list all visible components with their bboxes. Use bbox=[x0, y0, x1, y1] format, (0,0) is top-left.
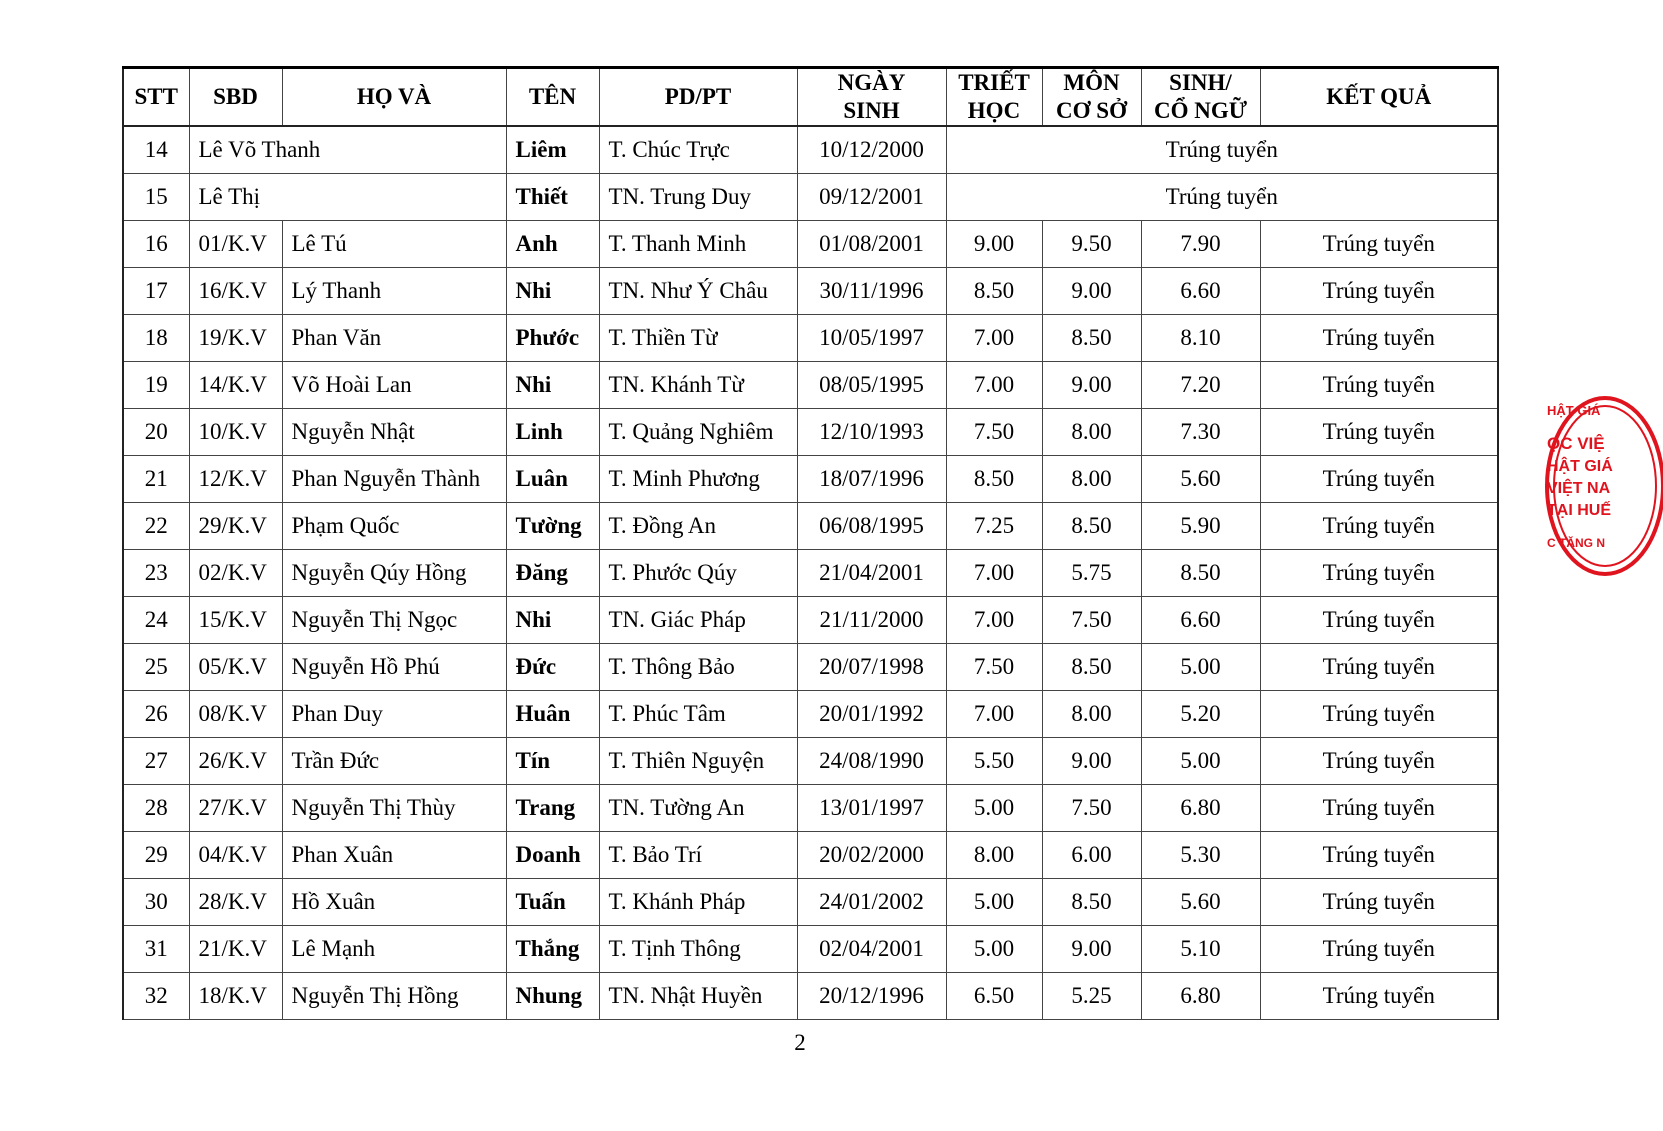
cell-ngay-sinh: 02/04/2001 bbox=[797, 926, 946, 973]
cell-ho: Hồ Xuân bbox=[282, 879, 506, 926]
cell-ngay-sinh: 12/10/1993 bbox=[797, 409, 946, 456]
seal-text-line: HẬT GIÁ bbox=[1547, 458, 1613, 475]
table-row bbox=[123, 785, 1498, 832]
cell-ten: Tuấn bbox=[506, 879, 599, 926]
cell-triet-hoc: 5.00 bbox=[946, 926, 1042, 973]
cell-ten: Phước bbox=[506, 315, 599, 362]
cell-pdpt: T. Quảng Nghiêm bbox=[599, 409, 797, 456]
cell-mon-co-so: 9.00 bbox=[1042, 738, 1141, 785]
cell-ten: Thắng bbox=[506, 926, 599, 973]
cell-ho: Nguyễn Nhật bbox=[282, 409, 506, 456]
cell-triet-hoc: 7.50 bbox=[946, 409, 1042, 456]
cell-triet-hoc: 6.50 bbox=[946, 973, 1042, 1020]
cell-ngay-sinh: 06/08/1995 bbox=[797, 503, 946, 550]
results-table bbox=[122, 66, 1499, 1020]
table-row bbox=[123, 644, 1498, 691]
cell-mon-co-so: 5.25 bbox=[1042, 973, 1141, 1020]
cell-stt: 29 bbox=[123, 832, 189, 879]
cell-stt: 27 bbox=[123, 738, 189, 785]
cell-ngay-sinh: 21/04/2001 bbox=[797, 550, 946, 597]
cell-ho: Võ Hoài Lan bbox=[282, 362, 506, 409]
cell-ho: Nguyễn Qúy Hồng bbox=[282, 550, 506, 597]
cell-mon-co-so: 9.00 bbox=[1042, 926, 1141, 973]
cell-ket-qua: Trúng tuyển bbox=[1260, 221, 1498, 268]
cell-ho: Nguyễn Thị Thùy bbox=[282, 785, 506, 832]
cell-ngay-sinh: 24/08/1990 bbox=[797, 738, 946, 785]
cell-ho: Lê Mạnh bbox=[282, 926, 506, 973]
cell-pdpt: T. Bảo Trí bbox=[599, 832, 797, 879]
cell-ho: Phan Xuân bbox=[282, 832, 506, 879]
cell-ngay-sinh: 13/01/1997 bbox=[797, 785, 946, 832]
cell-stt: 31 bbox=[123, 926, 189, 973]
table-row bbox=[123, 550, 1498, 597]
cell-sbd: 10/K.V bbox=[189, 409, 282, 456]
table-row bbox=[123, 597, 1498, 644]
cell-ket-qua: Trúng tuyển bbox=[1260, 362, 1498, 409]
cell-mon-co-so: 7.50 bbox=[1042, 785, 1141, 832]
cell-ten: Nhi bbox=[506, 597, 599, 644]
cell-sinh-co-ngu: 5.90 bbox=[1141, 503, 1260, 550]
cell-ket-qua: Trúng tuyển bbox=[1260, 268, 1498, 315]
cell-ngay-sinh: 20/12/1996 bbox=[797, 973, 946, 1020]
seal-text-line: C TĂNG N bbox=[1547, 536, 1605, 550]
cell-ket-qua: Trúng tuyển bbox=[1260, 738, 1498, 785]
header-ket-qua: KẾT QUẢ bbox=[1260, 68, 1498, 127]
cell-mon-co-so: 8.00 bbox=[1042, 456, 1141, 503]
cell-ket-qua: Trúng tuyển bbox=[1260, 409, 1498, 456]
cell-triet-hoc: 7.00 bbox=[946, 315, 1042, 362]
table-row bbox=[123, 503, 1498, 550]
page-number: 2 bbox=[794, 1030, 806, 1055]
cell-stt: 21 bbox=[123, 456, 189, 503]
cell-ten: Tường bbox=[506, 503, 599, 550]
cell-mon-co-so: 9.50 bbox=[1042, 221, 1141, 268]
table-row bbox=[123, 691, 1498, 738]
table-row bbox=[123, 926, 1498, 973]
header-stt: STT bbox=[123, 68, 189, 127]
cell-stt: 20 bbox=[123, 409, 189, 456]
cell-ket-qua: Trúng tuyển bbox=[946, 126, 1498, 174]
cell-sinh-co-ngu: 8.10 bbox=[1141, 315, 1260, 362]
cell-sbd: 16/K.V bbox=[189, 268, 282, 315]
cell-sbd: 04/K.V bbox=[189, 832, 282, 879]
header-ngay-line2: SINH bbox=[843, 98, 900, 123]
cell-sinh-co-ngu: 7.90 bbox=[1141, 221, 1260, 268]
carry-over-rows bbox=[123, 126, 1498, 221]
cell-ho: Phan Văn bbox=[282, 315, 506, 362]
cell-ngay-sinh: 09/12/2001 bbox=[797, 174, 946, 221]
cell-ngay-sinh: 18/07/1996 bbox=[797, 456, 946, 503]
cell-stt: 22 bbox=[123, 503, 189, 550]
table-row bbox=[123, 832, 1498, 879]
header-mon-co-so bbox=[1042, 68, 1141, 127]
cell-stt: 19 bbox=[123, 362, 189, 409]
header-ngay-sinh bbox=[797, 68, 946, 127]
cell-stt: 15 bbox=[123, 174, 189, 221]
cell-ket-qua: Trúng tuyển bbox=[1260, 785, 1498, 832]
cell-sbd: 28/K.V bbox=[189, 879, 282, 926]
cell-ngay-sinh: 24/01/2002 bbox=[797, 879, 946, 926]
cell-sbd: 02/K.V bbox=[189, 550, 282, 597]
cell-mon-co-so: 8.00 bbox=[1042, 691, 1141, 738]
cell-sinh-co-ngu: 8.50 bbox=[1141, 550, 1260, 597]
cell-ket-qua: Trúng tuyển bbox=[1260, 315, 1498, 362]
cell-ket-qua: Trúng tuyển bbox=[1260, 973, 1498, 1020]
cell-triet-hoc: 8.50 bbox=[946, 268, 1042, 315]
cell-mon-co-so: 8.50 bbox=[1042, 315, 1141, 362]
cell-ho: Nguyễn Thị Hồng bbox=[282, 973, 506, 1020]
cell-pdpt: T. Khánh Pháp bbox=[599, 879, 797, 926]
cell-triet-hoc: 8.00 bbox=[946, 832, 1042, 879]
cell-ten: Liêm bbox=[506, 126, 599, 174]
cell-triet-hoc: 8.50 bbox=[946, 456, 1042, 503]
cell-pdpt: TN. Trung Duy bbox=[599, 174, 797, 221]
table-row bbox=[123, 456, 1498, 503]
cell-sbd: 01/K.V bbox=[189, 221, 282, 268]
cell-ngay-sinh: 21/11/2000 bbox=[797, 597, 946, 644]
cell-ten: Tín bbox=[506, 738, 599, 785]
cell-ngay-sinh: 20/01/1992 bbox=[797, 691, 946, 738]
cell-triet-hoc: 7.00 bbox=[946, 550, 1042, 597]
cell-ket-qua: Trúng tuyển bbox=[1260, 644, 1498, 691]
cell-mon-co-so: 9.00 bbox=[1042, 362, 1141, 409]
cell-triet-hoc: 7.00 bbox=[946, 597, 1042, 644]
cell-sbd: 27/K.V bbox=[189, 785, 282, 832]
cell-sbd: 21/K.V bbox=[189, 926, 282, 973]
cell-ho: Phan Nguyễn Thành bbox=[282, 456, 506, 503]
cell-stt: 28 bbox=[123, 785, 189, 832]
cell-triet-hoc: 7.00 bbox=[946, 362, 1042, 409]
cell-stt: 25 bbox=[123, 644, 189, 691]
cell-stt: 26 bbox=[123, 691, 189, 738]
header-sinh-line1: SINH/ bbox=[1169, 70, 1232, 95]
cell-ho: Nguyễn Thị Ngọc bbox=[282, 597, 506, 644]
cell-sbd: 26/K.V bbox=[189, 738, 282, 785]
header-ten: TÊN bbox=[506, 68, 599, 127]
cell-ket-qua: Trúng tuyển bbox=[1260, 926, 1498, 973]
cell-ket-qua: Trúng tuyển bbox=[1260, 832, 1498, 879]
cell-ho: Nguyễn Hồ Phú bbox=[282, 644, 506, 691]
header-triet-line2: HỌC bbox=[967, 98, 1021, 123]
header-triet-line1: TRIẾT bbox=[958, 70, 1030, 95]
cell-stt: 18 bbox=[123, 315, 189, 362]
cell-mon-co-so: 8.00 bbox=[1042, 409, 1141, 456]
cell-triet-hoc: 7.25 bbox=[946, 503, 1042, 550]
cell-pdpt: T. Tịnh Thông bbox=[599, 926, 797, 973]
cell-ho: Lê Tú bbox=[282, 221, 506, 268]
cell-pdpt: T. Thiên Nguyện bbox=[599, 738, 797, 785]
cell-pdpt: T. Thông Bảo bbox=[599, 644, 797, 691]
cell-sinh-co-ngu: 5.10 bbox=[1141, 926, 1260, 973]
seal-text-line: VIỆT NA bbox=[1547, 480, 1611, 497]
cell-sinh-co-ngu: 5.00 bbox=[1141, 644, 1260, 691]
table-row bbox=[123, 268, 1498, 315]
cell-ngay-sinh: 30/11/1996 bbox=[797, 268, 946, 315]
cell-stt: 16 bbox=[123, 221, 189, 268]
cell-mon-co-so: 8.50 bbox=[1042, 644, 1141, 691]
cell-ngay-sinh: 20/02/2000 bbox=[797, 832, 946, 879]
cell-sinh-co-ngu: 6.60 bbox=[1141, 597, 1260, 644]
cell-mon-co-so: 8.50 bbox=[1042, 503, 1141, 550]
cell-mon-co-so: 6.00 bbox=[1042, 832, 1141, 879]
cell-ngay-sinh: 01/08/2001 bbox=[797, 221, 946, 268]
cell-stt: 17 bbox=[123, 268, 189, 315]
cell-ho: Phan Duy bbox=[282, 691, 506, 738]
header-pdpt: PD/PT bbox=[599, 68, 797, 127]
header-ngay-line1: NGÀY bbox=[837, 70, 906, 95]
table-row bbox=[123, 738, 1498, 785]
table-row bbox=[123, 221, 1498, 268]
cell-ket-qua: Trúng tuyển bbox=[1260, 691, 1498, 738]
cell-ngay-sinh: 20/07/1998 bbox=[797, 644, 946, 691]
cell-sbd: 12/K.V bbox=[189, 456, 282, 503]
cell-mon-co-so: 7.50 bbox=[1042, 597, 1141, 644]
results-table-container bbox=[122, 66, 1497, 1020]
cell-triet-hoc: 5.50 bbox=[946, 738, 1042, 785]
cell-pdpt: T. Thanh Minh bbox=[599, 221, 797, 268]
cell-ten: Nhung bbox=[506, 973, 599, 1020]
cell-sbd: 19/K.V bbox=[189, 315, 282, 362]
cell-ngay-sinh: 10/05/1997 bbox=[797, 315, 946, 362]
cell-sinh-co-ngu: 7.20 bbox=[1141, 362, 1260, 409]
cell-ten: Trang bbox=[506, 785, 599, 832]
cell-triet-hoc: 5.00 bbox=[946, 879, 1042, 926]
cell-ho: Lý Thanh bbox=[282, 268, 506, 315]
table-row bbox=[123, 126, 1498, 174]
header-mon-line1: MÔN bbox=[1063, 70, 1120, 95]
cell-sinh-co-ngu: 5.60 bbox=[1141, 456, 1260, 503]
cell-pdpt: T. Phước Qúy bbox=[599, 550, 797, 597]
cell-sbd: 08/K.V bbox=[189, 691, 282, 738]
cell-ket-qua: Trúng tuyển bbox=[1260, 879, 1498, 926]
table-row bbox=[123, 973, 1498, 1020]
cell-ten: Đức bbox=[506, 644, 599, 691]
cell-stt: 14 bbox=[123, 126, 189, 174]
cell-ten: Huân bbox=[506, 691, 599, 738]
header-sinh-co-ngu bbox=[1141, 68, 1260, 127]
cell-ho: Phạm Quốc bbox=[282, 503, 506, 550]
header-triet-hoc bbox=[946, 68, 1042, 127]
cell-ket-qua: Trúng tuyển bbox=[1260, 456, 1498, 503]
cell-pdpt: TN. Khánh Từ bbox=[599, 362, 797, 409]
cell-sinh-co-ngu: 6.80 bbox=[1141, 785, 1260, 832]
table-row bbox=[123, 362, 1498, 409]
cell-sbd: 18/K.V bbox=[189, 973, 282, 1020]
cell-stt: 23 bbox=[123, 550, 189, 597]
cell-ten: Anh bbox=[506, 221, 599, 268]
cell-pdpt: T. Minh Phương bbox=[599, 456, 797, 503]
cell-pdpt: TN. Tường An bbox=[599, 785, 797, 832]
seal-lettering bbox=[1547, 403, 1613, 550]
cell-pdpt: TN. Như Ý Châu bbox=[599, 268, 797, 315]
cell-sbd: 14/K.V bbox=[189, 362, 282, 409]
cell-sinh-co-ngu: 6.80 bbox=[1141, 973, 1260, 1020]
cell-sinh-co-ngu: 5.60 bbox=[1141, 879, 1260, 926]
cell-pdpt: T. Thiền Từ bbox=[599, 315, 797, 362]
header-sbd: SBD bbox=[189, 68, 282, 127]
table-row bbox=[123, 174, 1498, 221]
cell-mon-co-so: 9.00 bbox=[1042, 268, 1141, 315]
table-header-row bbox=[123, 68, 1498, 127]
cell-ten: Nhi bbox=[506, 268, 599, 315]
cell-ho: Trần Đức bbox=[282, 738, 506, 785]
seal-text-line: ỌC VIỆ bbox=[1547, 434, 1605, 453]
cell-sinh-co-ngu: 6.60 bbox=[1141, 268, 1260, 315]
cell-ten: Đăng bbox=[506, 550, 599, 597]
cell-sbd: 29/K.V bbox=[189, 503, 282, 550]
table-row bbox=[123, 409, 1498, 456]
cell-pdpt: T. Phúc Tâm bbox=[599, 691, 797, 738]
header-mon-line2: CƠ SỞ bbox=[1056, 98, 1127, 123]
cell-ngay-sinh: 08/05/1995 bbox=[797, 362, 946, 409]
cell-sbd: 05/K.V bbox=[189, 644, 282, 691]
cell-ten: Nhi bbox=[506, 362, 599, 409]
seal-text-line: TẠI HUẾ bbox=[1547, 502, 1611, 519]
header-sinh-line2: CỔ NGỮ bbox=[1153, 98, 1248, 123]
table-row bbox=[123, 315, 1498, 362]
cell-ten: Thiết bbox=[506, 174, 599, 221]
cell-ho: Lê Thị bbox=[189, 174, 506, 221]
cell-sinh-co-ngu: 5.00 bbox=[1141, 738, 1260, 785]
cell-pdpt: TN. Nhật Huyền bbox=[599, 973, 797, 1020]
cell-sinh-co-ngu: 7.30 bbox=[1141, 409, 1260, 456]
cell-sbd: 15/K.V bbox=[189, 597, 282, 644]
cell-stt: 24 bbox=[123, 597, 189, 644]
red-seal-stamp bbox=[1543, 393, 1663, 579]
cell-ket-qua: Trúng tuyển bbox=[1260, 550, 1498, 597]
cell-pdpt: T. Chúc Trực bbox=[599, 126, 797, 174]
result-rows bbox=[123, 221, 1498, 1020]
cell-stt: 30 bbox=[123, 879, 189, 926]
cell-triet-hoc: 5.00 bbox=[946, 785, 1042, 832]
cell-triet-hoc: 9.00 bbox=[946, 221, 1042, 268]
cell-sinh-co-ngu: 5.30 bbox=[1141, 832, 1260, 879]
cell-ket-qua: Trúng tuyển bbox=[1260, 597, 1498, 644]
cell-pdpt: TN. Giác Pháp bbox=[599, 597, 797, 644]
cell-sinh-co-ngu: 5.20 bbox=[1141, 691, 1260, 738]
cell-mon-co-so: 8.50 bbox=[1042, 879, 1141, 926]
cell-stt: 32 bbox=[123, 973, 189, 1020]
cell-ngay-sinh: 10/12/2000 bbox=[797, 126, 946, 174]
cell-ket-qua: Trúng tuyển bbox=[946, 174, 1498, 221]
table-row bbox=[123, 879, 1498, 926]
seal-text-line: HẬT GIÁ bbox=[1547, 403, 1601, 418]
cell-ket-qua: Trúng tuyển bbox=[1260, 503, 1498, 550]
cell-ho: Lê Võ Thanh bbox=[189, 126, 506, 174]
cell-triet-hoc: 7.50 bbox=[946, 644, 1042, 691]
cell-ten: Luân bbox=[506, 456, 599, 503]
cell-ten: Linh bbox=[506, 409, 599, 456]
cell-mon-co-so: 5.75 bbox=[1042, 550, 1141, 597]
header-ho-va: HỌ VÀ bbox=[282, 68, 506, 127]
cell-pdpt: T. Đồng An bbox=[599, 503, 797, 550]
cell-ten: Doanh bbox=[506, 832, 599, 879]
cell-triet-hoc: 7.00 bbox=[946, 691, 1042, 738]
